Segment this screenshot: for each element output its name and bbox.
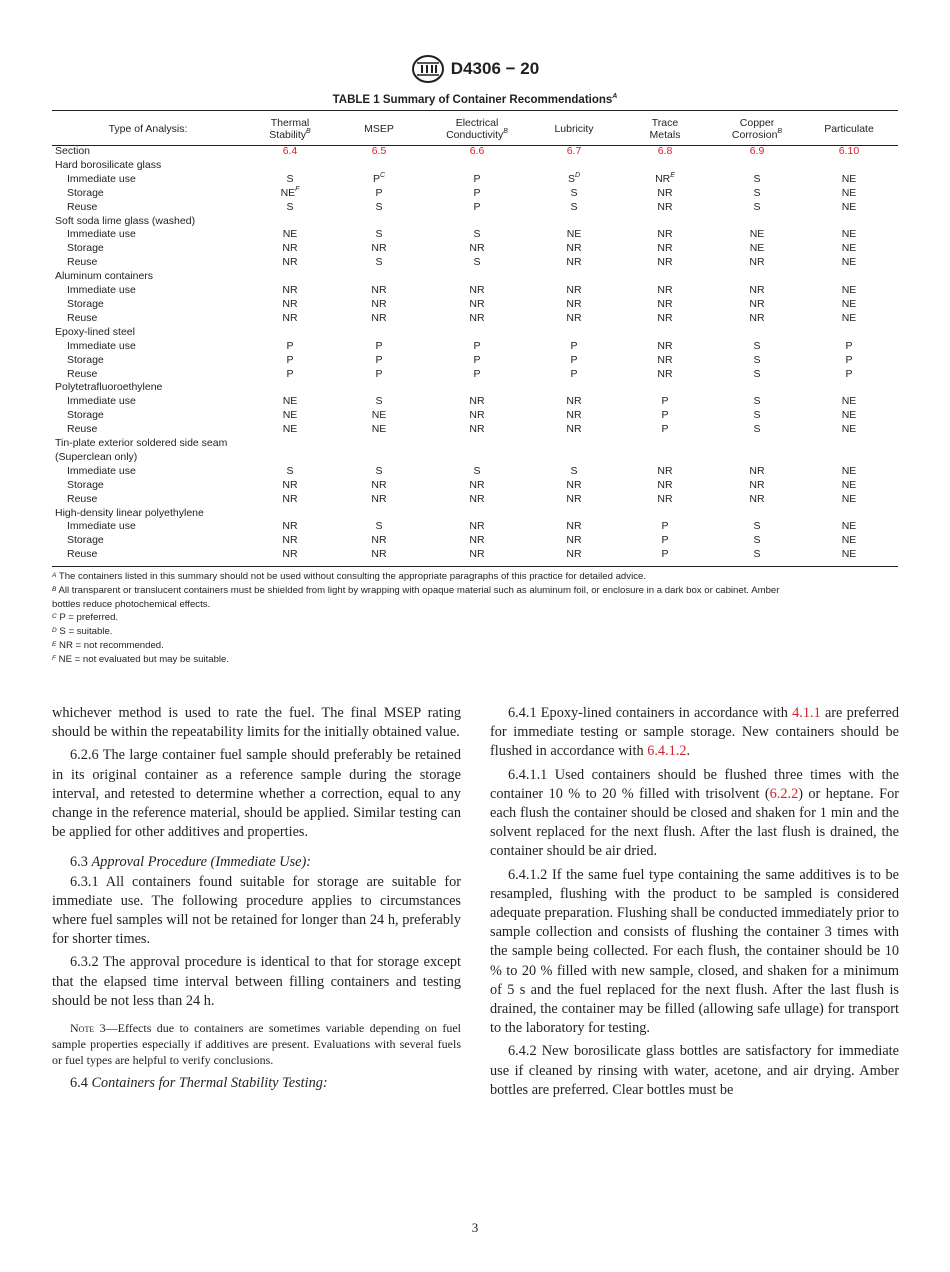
table-cell: S — [753, 534, 761, 547]
table-cell: NR — [749, 311, 765, 324]
table-cell: NR — [282, 297, 298, 310]
table-body — [52, 145, 898, 562]
table-cell: NE — [841, 186, 857, 199]
group-name: Epoxy-lined steel — [55, 325, 135, 338]
table-row — [52, 493, 898, 507]
table-cell: 6.10 — [838, 145, 860, 157]
table-title: TABLE 1 Summary of Container Recommendations$^A$ — [332, 93, 618, 106]
table-cell: NR — [282, 242, 298, 255]
table-cell: NE — [841, 200, 857, 213]
table-cell: NE — [841, 311, 857, 324]
column-header: Copper Corrosion$^B$ — [731, 117, 783, 141]
table-cell: NR — [469, 409, 485, 422]
table-cell: NR — [657, 478, 673, 491]
column-header: Electrical Conductivity$^B$ — [446, 117, 508, 141]
document-designation: D4306 − 20 — [450, 59, 540, 78]
table-cell: Immediate use — [67, 172, 136, 185]
table-cell: NR — [566, 409, 582, 422]
table-row — [52, 312, 898, 326]
column-header: Thermal Stability$^B$ — [269, 117, 311, 141]
table-cell: NR — [282, 548, 298, 561]
table-cell: P — [570, 339, 578, 352]
table-cell: NE — [282, 395, 298, 408]
table-cell: NR — [469, 478, 485, 491]
table-cell: S — [473, 464, 481, 477]
table-cell: 6.7 — [566, 145, 582, 157]
table-cell: NE — [841, 548, 857, 561]
table-row — [52, 340, 898, 354]
table-cell: Storage — [67, 186, 104, 199]
table-cell: S — [286, 464, 294, 477]
table-cell: NR — [657, 256, 673, 269]
table-cell: S — [286, 172, 294, 185]
ref-4-1-1-link[interactable]: 4.1.1 — [792, 705, 821, 721]
paragraph-6-2-6: 6.2.6 The large container fuel sample should preferably be retained in its original container as a reference sample during the storage interval, and retested to determine whether a correction, equal to any change in the reference material, should be applied. Similar testing can be applied for other additives and properties. — [52, 747, 461, 841]
table-cell: 6.6 — [469, 145, 485, 157]
table-cell: P — [286, 367, 294, 380]
table-row — [52, 173, 898, 187]
table-cell: P — [570, 367, 578, 380]
table-row — [52, 395, 898, 409]
table-cell: $NE^F$ — [280, 185, 300, 199]
table-cell: NE — [749, 228, 765, 241]
footnote-line: $^D$ S = suitable. — [52, 626, 113, 638]
table-cell: NR — [657, 367, 673, 380]
table-cell: S — [753, 339, 761, 352]
table-cell: S — [753, 367, 761, 380]
table-cell: NE — [841, 492, 857, 505]
table-cell: P — [375, 367, 383, 380]
table-cell: NR — [657, 492, 673, 505]
table-cell: NR — [282, 256, 298, 269]
table-cell: S — [473, 228, 481, 241]
table-cell: NR — [749, 256, 765, 269]
table-cell: Storage — [67, 534, 104, 547]
table-cell: Reuse — [67, 492, 98, 505]
table-cell: Immediate use — [67, 284, 136, 297]
group-row — [52, 451, 898, 465]
column-header: Type of Analysis: — [108, 123, 188, 135]
table-cell: Storage — [67, 297, 104, 310]
table-cell: NR — [566, 242, 582, 255]
table-row — [52, 187, 898, 201]
table-cell: NR — [282, 284, 298, 297]
table-cell: NR — [469, 534, 485, 547]
table-cell: S — [753, 200, 761, 213]
table-cell: NR — [566, 284, 582, 297]
table-cell: NR — [566, 492, 582, 505]
table-row — [52, 534, 898, 548]
group-row — [52, 270, 898, 284]
table-cell: NR — [657, 339, 673, 352]
table-cell: NR — [469, 492, 485, 505]
table-cell: S — [753, 520, 761, 533]
group-row — [52, 381, 898, 395]
table-cell: S — [753, 548, 761, 561]
table-row — [52, 242, 898, 256]
table-cell: NE — [841, 520, 857, 533]
table-cell: S — [753, 172, 761, 185]
table-cell: NR — [749, 492, 765, 505]
table-row — [52, 228, 898, 242]
paragraph-continued: whichever method is used to rate the fuel. The final MSEP rating should be within the repeatability limits for the initially obtained value. — [52, 705, 461, 741]
table-cell: NR — [657, 297, 673, 310]
table-cell: NR — [469, 520, 485, 533]
table-cell: NE — [841, 534, 857, 547]
table-cell: P — [473, 367, 481, 380]
group-name-continued: (Superclean only) — [55, 450, 138, 463]
table-cell: S — [375, 228, 383, 241]
table-cell: S — [375, 256, 383, 269]
group-name: Aluminum containers — [55, 270, 154, 283]
table-cell: NR — [469, 297, 485, 310]
table-cell: Storage — [67, 478, 104, 491]
table-row — [52, 298, 898, 312]
table-cell: P — [661, 423, 669, 436]
table-cell: NR — [371, 297, 387, 310]
table-cell: NR — [566, 478, 582, 491]
table-cell: Storage — [67, 409, 104, 422]
table-cell: NR — [749, 478, 765, 491]
table-cell: P — [375, 339, 383, 352]
table-cell: Immediate use — [67, 395, 136, 408]
table-cell: Storage — [67, 242, 104, 255]
table-row — [52, 409, 898, 423]
table-cell: Immediate use — [67, 339, 136, 352]
ref-6-2-2-link[interactable]: 6.2.2 — [769, 785, 799, 802]
table-row — [52, 354, 898, 368]
table-cell: P — [473, 172, 481, 185]
table-row — [52, 548, 898, 562]
table-cell: NR — [371, 478, 387, 491]
page-number: 3 — [471, 1220, 479, 1235]
table-cell: NR — [469, 311, 485, 324]
table-row — [52, 284, 898, 298]
table-cell: NE — [282, 228, 298, 241]
table-cell: S — [375, 464, 383, 477]
group-name: Polytetrafluoroethylene — [55, 381, 163, 394]
table-cell: NR — [469, 395, 485, 408]
table-cell: P — [375, 353, 383, 366]
table-bottom-rule — [52, 566, 898, 567]
table-cell: Storage — [67, 353, 104, 366]
table-cell: S — [375, 200, 383, 213]
table-cell: NR — [371, 534, 387, 547]
table-cell: Reuse — [67, 367, 98, 380]
table-cell: NE — [841, 409, 857, 422]
table-cell: $S^D$ — [567, 171, 581, 185]
paragraph-6-4-2: 6.4.2 New borosilicate glass bottles are satisfactory for immediate use if cleaned by rinsing with water, acetone, and air drying. Amber bottles are preferred. Clear bottles must be — [490, 1043, 899, 1098]
table-cell: NR — [371, 492, 387, 505]
table-cell: NR — [469, 548, 485, 561]
table-cell: NR — [657, 228, 673, 241]
table-cell: NR — [749, 297, 765, 310]
table-top-rule — [52, 110, 898, 111]
table-cell: 6.5 — [371, 145, 387, 157]
table-cell: NR — [657, 186, 673, 199]
footnote-line: $^B$ All transparent or translucent containers must be shielded from light by wrapping with opaque material such as aluminum foil, or enclosure in a dark box or cabinet. Amber — [52, 584, 780, 596]
footnote-line: $^A$ The containers listed in this summary should not be used without consulting the appropriate paragraphs of this practice for detailed advice. — [52, 571, 646, 582]
group-row — [52, 215, 898, 229]
table-cell: P — [661, 534, 669, 547]
table-cell: NR — [282, 520, 298, 533]
table-cell: NR — [566, 534, 582, 547]
table-cell: Section — [55, 145, 91, 157]
table-cell: Immediate use — [67, 520, 136, 533]
table-cell: P — [473, 339, 481, 352]
table-cell: NR — [371, 311, 387, 324]
table-cell: NE — [282, 409, 298, 422]
table-cell: NR — [469, 242, 485, 255]
table-cell: Reuse — [67, 548, 98, 561]
table-cell: P — [661, 409, 669, 422]
table-cell: P — [286, 353, 294, 366]
paragraph-6-4-1: 6.4.1 Epoxy-lined containers in accordance with 4.1.1 are preferred for immediate testing or sample storage. New containers should be flushed in accordance with 6.4.1.2. — [490, 705, 899, 760]
table-cell: P — [375, 186, 383, 199]
footnote-line: bottles reduce photochemical effects. — [52, 598, 211, 610]
table-cell: S — [753, 395, 761, 408]
table-cell: P — [845, 353, 853, 366]
table-cell: P — [286, 339, 294, 352]
footnote-line: $^C$ P = preferred. — [52, 612, 119, 624]
table-cell: NR — [282, 492, 298, 505]
table-cell: NR — [657, 464, 673, 477]
column-header: MSEP — [364, 123, 394, 135]
table-cell: 6.4 — [282, 145, 298, 157]
table-cell: 6.8 — [657, 145, 673, 157]
note-3: Note 3—Effects due to containers are sometimes variable depending on fuel sample properties especially if additives are present. Evaluations with several fuels or fuel types are helpful to verify conclusions. — [52, 1021, 462, 1067]
table-cell: P — [570, 353, 578, 366]
heading-6-3: 6.3 Approval Procedure (Immediate Use): — [70, 854, 311, 871]
table-cell: P — [845, 339, 853, 352]
table-row — [52, 201, 898, 215]
table-cell: NR — [566, 311, 582, 324]
table-cell: NE — [371, 409, 387, 422]
footnote-line: $^E$ NR = not recommended. — [52, 639, 164, 651]
table-cell: 6.9 — [749, 145, 765, 157]
table-row — [52, 256, 898, 270]
table-cell: NE — [749, 242, 765, 255]
table-header-row — [52, 113, 898, 145]
column-header: Trace Metals — [649, 117, 681, 141]
table-cell: NR — [282, 534, 298, 547]
table-row — [52, 520, 898, 534]
column-header: Particulate — [824, 123, 874, 135]
table-cell: NE — [371, 423, 387, 436]
table-cell: P — [661, 548, 669, 561]
table-cell: NE — [282, 423, 298, 436]
table-cell: P — [661, 395, 669, 408]
footnote-line: $^F$ NE = not evaluated but may be suitable. — [52, 653, 230, 665]
table-cell: NR — [566, 520, 582, 533]
group-row — [52, 326, 898, 340]
table-cell: NE — [841, 395, 857, 408]
table-cell: S — [473, 256, 481, 269]
table-cell: S — [375, 520, 383, 533]
paragraph-6-4-1-1: 6.4.1.1 Used containers should be flushed three times with the container 10 % to 20 % filled with trisolvent (6.2.2) or heptane. For each flush the container should be closed and shaken for 1 min and the solvent replaced for the next flush. After the last flush is drained, the container should be air dried. — [490, 766, 899, 860]
table-cell: S — [753, 186, 761, 199]
table-cell: NE — [841, 172, 857, 185]
group-row — [52, 507, 898, 521]
table-cell: NE — [841, 478, 857, 491]
table-cell: NE — [841, 297, 857, 310]
table-cell: NE — [841, 242, 857, 255]
left-column — [52, 704, 461, 1094]
table-cell: Reuse — [67, 256, 98, 269]
table-cell: NR — [282, 478, 298, 491]
table-cell: S — [375, 395, 383, 408]
table-cell: NE — [841, 228, 857, 241]
table-cell: NR — [282, 311, 298, 324]
table-row — [52, 423, 898, 437]
table-row — [52, 465, 898, 479]
paragraph-6-3-1: 6.3.1 All containers found suitable for storage are suitable for immediate use. The following procedure applies to circumstances where fuel samples will not be retained for longer than 24 h, preferably for shorter times. — [52, 873, 461, 948]
table-cell: NE — [566, 228, 582, 241]
table-cell: NE — [841, 284, 857, 297]
section-row — [52, 145, 898, 159]
table-cell: NR — [566, 256, 582, 269]
table-footnotes — [52, 570, 902, 667]
table-cell: S — [753, 409, 761, 422]
heading-6-4: 6.4 Containers for Thermal Stability Testing: — [70, 1075, 328, 1092]
paragraph-6-4-1-2: 6.4.1.2 If the same fuel type containing the same additives is to be resampled, flushing with the product to be sampled is considered adequate preparation. Flushing shall be conducted immediately prior to sample collection and consists of flushing the container 3 times with the sample being collected. For each flush, the container should be 10 % to 20 % filled with new sample, closed, and shaken for a minimum of 5 s and the fuel replaced for the next flush. After the last flush is drained, the container may be filled (allowing safe ullage) for transport to the laboratory for testing. — [490, 866, 899, 1037]
paragraph-6-3-2: 6.3.2 The approval procedure is identical to that for storage except that the elapsed time interval between filling containers and testing should be not less than 24 h. — [52, 954, 461, 1009]
ref-6-4-1-2-link[interactable]: 6.4.1.2 — [647, 743, 687, 760]
table-cell: NR — [657, 242, 673, 255]
table-cell: P — [473, 200, 481, 213]
table-cell: $P^C$ — [372, 171, 386, 185]
table-cell: S — [753, 353, 761, 366]
table-cell: $NR^E$ — [655, 171, 675, 185]
table-cell: NR — [469, 423, 485, 436]
table-cell: NR — [657, 200, 673, 213]
table-cell: NR — [566, 548, 582, 561]
table-cell: S — [570, 200, 578, 213]
table-cell: NE — [841, 464, 857, 477]
table-cell: NR — [657, 311, 673, 324]
table-cell: NR — [657, 284, 673, 297]
group-name: High-density linear polyethylene — [55, 506, 204, 519]
table-cell: P — [473, 186, 481, 199]
table-cell: NR — [371, 242, 387, 255]
group-row — [52, 437, 898, 451]
group-name: Tin-plate exterior soldered side seam — [55, 437, 228, 450]
table-cell: NR — [566, 395, 582, 408]
table-cell: NR — [749, 464, 765, 477]
group-name: Hard borosilicate glass — [55, 158, 162, 171]
table-cell: P — [661, 520, 669, 533]
table-cell: NR — [657, 353, 673, 366]
table-cell: S — [753, 423, 761, 436]
table-row — [52, 479, 898, 493]
table-cell: S — [570, 186, 578, 199]
table-cell: S — [286, 200, 294, 213]
table-cell: NR — [371, 284, 387, 297]
table-cell: Immediate use — [67, 464, 136, 477]
table-cell: NR — [566, 297, 582, 310]
table-cell: S — [570, 464, 578, 477]
astm-logo-icon — [411, 54, 445, 84]
group-name: Soft soda lime glass (washed) — [55, 214, 196, 227]
table-cell: Reuse — [67, 423, 98, 436]
table-cell: Immediate use — [67, 228, 136, 241]
table-cell: Reuse — [67, 200, 98, 213]
column-header: Lubricity — [554, 123, 594, 135]
right-column — [490, 704, 899, 1100]
group-row — [52, 159, 898, 173]
table-cell: P — [845, 367, 853, 380]
table-cell: NR — [469, 284, 485, 297]
container-recommendations-table — [52, 113, 898, 562]
page-header — [0, 54, 950, 84]
table-cell: NR — [371, 548, 387, 561]
table-cell: Reuse — [67, 311, 98, 324]
table-row — [52, 368, 898, 382]
table-cell: NE — [841, 256, 857, 269]
table-cell: NR — [566, 423, 582, 436]
table-cell: P — [473, 353, 481, 366]
table-cell: NE — [841, 423, 857, 436]
table-cell: NR — [749, 284, 765, 297]
